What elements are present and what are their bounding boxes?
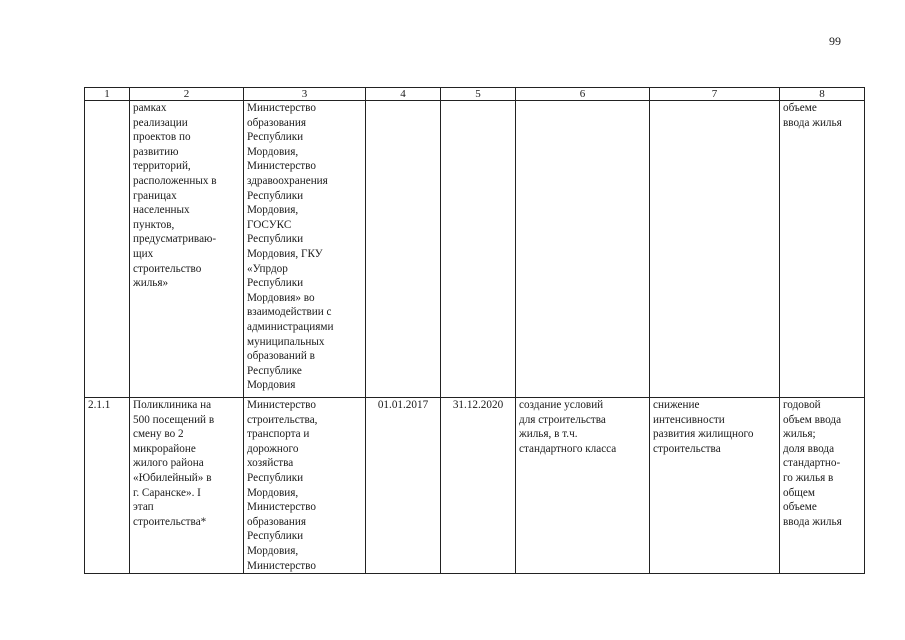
cell-start-date xyxy=(366,101,441,398)
column-header-1: 1 xyxy=(85,88,130,101)
cell-start-date xyxy=(366,398,441,574)
cell-executor xyxy=(244,101,366,398)
table-row xyxy=(85,398,865,574)
cell-text: Министерство образования Республики Мордовия, Министерство здравоохранения Республики Мордовия, ГОСУКС Республики Мордовия, ГКУ «Упрдор Республики Мордовия» во взаимодействии с администрациями муниципальных образований в Республике Мордовия xyxy=(247,102,334,392)
cell-text: объеме ввода жилья xyxy=(783,102,842,129)
cell-consequences xyxy=(650,398,780,574)
cell-indicators xyxy=(780,398,865,574)
cell-number xyxy=(85,101,130,398)
cell-end-date xyxy=(441,101,516,398)
cell-text: Поликлиника на 500 посещений в смену во 2 микрорайоне жилого района «Юбилейный» в г. Саранске». I этап строительства* xyxy=(133,399,215,528)
cell-expected-result xyxy=(516,101,650,398)
cell-executor xyxy=(244,398,366,574)
cell-text: рамках реализации проектов по развитию территорий, расположенных в границах населенных пунктов, предусматриваю- щих строительство жилья» xyxy=(133,102,217,290)
cell-number xyxy=(85,398,130,574)
cell-text: 2.1.1 xyxy=(88,399,111,411)
column-header-5: 5 xyxy=(441,88,516,101)
column-header-7: 7 xyxy=(650,88,780,101)
measures-table xyxy=(84,87,865,574)
column-header-3: 3 xyxy=(244,88,366,101)
column-header-2: 2 xyxy=(130,88,244,101)
column-header-8: 8 xyxy=(780,88,865,101)
cell-measure xyxy=(130,101,244,398)
cell-text: 31.12.2020 xyxy=(452,399,504,411)
cell-end-date xyxy=(441,398,516,574)
cell-text: Министерство строительства, транспорта и дорожного хозяйства Республики Мордовия, Министерство образования Республики Мордовия, Министерство xyxy=(247,399,318,572)
cell-consequences xyxy=(650,101,780,398)
cell-text: создание условий для строительства жилья, в т.ч. стандартного класса xyxy=(519,399,617,455)
cell-expected-result xyxy=(516,398,650,574)
column-header-6: 6 xyxy=(516,88,650,101)
table-row xyxy=(85,101,865,398)
cell-text: снижение интенсивности развития жилищного строительства xyxy=(653,399,754,455)
table-header-row xyxy=(85,88,865,101)
column-header-4: 4 xyxy=(366,88,441,101)
cell-text: 01.01.2017 xyxy=(377,399,429,411)
cell-indicators xyxy=(780,101,865,398)
page-number: 99 xyxy=(829,34,841,48)
cell-text: годовой объем ввода жилья; доля ввода стандартно- го жилья в общем объеме ввода жилья xyxy=(783,399,842,528)
cell-measure xyxy=(130,398,244,574)
